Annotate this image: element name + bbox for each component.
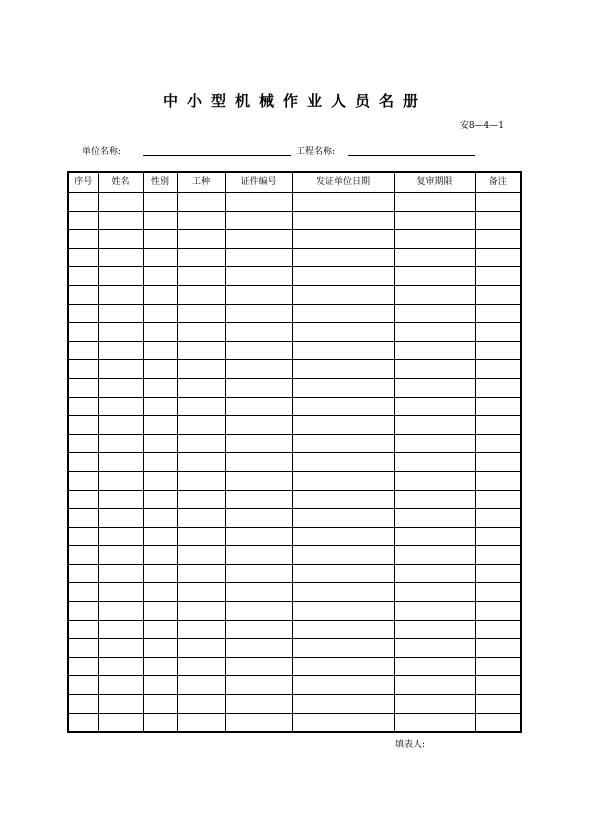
table-cell[interactable] xyxy=(475,285,521,304)
table-cell[interactable] xyxy=(68,564,98,583)
table-cell[interactable] xyxy=(177,285,225,304)
table-cell[interactable] xyxy=(394,676,475,695)
table-cell[interactable] xyxy=(292,602,394,621)
table-cell[interactable] xyxy=(143,434,177,453)
table-cell[interactable] xyxy=(292,639,394,658)
table-cell[interactable] xyxy=(177,211,225,230)
table-cell[interactable] xyxy=(143,453,177,472)
unit-name-label: 单位名称: xyxy=(82,147,122,157)
table-cell[interactable] xyxy=(143,323,177,342)
table-cell[interactable] xyxy=(225,416,292,435)
table-cell[interactable] xyxy=(143,602,177,621)
table-cell[interactable] xyxy=(225,620,292,639)
table-cell[interactable] xyxy=(475,323,521,342)
table-cell[interactable] xyxy=(225,378,292,397)
unit-name-field[interactable] xyxy=(143,155,291,156)
table-cell[interactable] xyxy=(394,620,475,639)
table-cell[interactable] xyxy=(68,639,98,658)
table-cell[interactable] xyxy=(177,620,225,639)
table-row xyxy=(68,639,521,658)
table-cell[interactable] xyxy=(394,583,475,602)
table-cell[interactable] xyxy=(68,211,98,230)
table-cell[interactable] xyxy=(394,546,475,565)
table-cell[interactable] xyxy=(292,304,394,323)
table-cell[interactable] xyxy=(68,527,98,546)
table-cell[interactable] xyxy=(68,267,98,286)
table-cell[interactable] xyxy=(68,695,98,714)
table-row xyxy=(68,397,521,416)
table-cell[interactable] xyxy=(225,397,292,416)
table-cell[interactable] xyxy=(143,471,177,490)
table-row xyxy=(68,323,521,342)
table-cell[interactable] xyxy=(225,713,292,732)
table-cell[interactable] xyxy=(475,509,521,528)
table-cell[interactable] xyxy=(177,397,225,416)
table-cell[interactable] xyxy=(292,564,394,583)
table-cell[interactable] xyxy=(394,713,475,732)
table-cell[interactable] xyxy=(177,304,225,323)
table-cell[interactable] xyxy=(177,416,225,435)
table-cell[interactable] xyxy=(475,360,521,379)
table-cell[interactable] xyxy=(143,193,177,212)
table-cell[interactable] xyxy=(475,416,521,435)
table-cell[interactable] xyxy=(475,397,521,416)
table-cell[interactable] xyxy=(394,509,475,528)
table-cell[interactable] xyxy=(475,564,521,583)
table-cell[interactable] xyxy=(225,471,292,490)
table-cell[interactable] xyxy=(177,527,225,546)
table-cell[interactable] xyxy=(98,397,143,416)
table-cell[interactable] xyxy=(292,341,394,360)
table-row xyxy=(68,490,521,509)
table-cell[interactable] xyxy=(98,453,143,472)
table-cell[interactable] xyxy=(98,713,143,732)
table-cell[interactable] xyxy=(68,676,98,695)
table-cell[interactable] xyxy=(225,546,292,565)
table-cell[interactable] xyxy=(98,230,143,249)
table-cell[interactable] xyxy=(143,211,177,230)
column-header-review-period: 复审期限 xyxy=(394,172,475,193)
table-cell[interactable] xyxy=(394,267,475,286)
table-cell[interactable] xyxy=(98,471,143,490)
personnel-table xyxy=(67,171,522,733)
table-cell[interactable] xyxy=(177,193,225,212)
table-cell[interactable] xyxy=(292,527,394,546)
table-cell[interactable] xyxy=(475,713,521,732)
table-cell[interactable] xyxy=(292,471,394,490)
project-name-field[interactable] xyxy=(348,155,475,156)
table-cell[interactable] xyxy=(225,360,292,379)
table-cell[interactable] xyxy=(68,434,98,453)
table-cell[interactable] xyxy=(143,416,177,435)
table-cell[interactable] xyxy=(98,564,143,583)
table-cell[interactable] xyxy=(177,657,225,676)
table-cell[interactable] xyxy=(68,453,98,472)
table-cell[interactable] xyxy=(143,564,177,583)
table-cell[interactable] xyxy=(225,676,292,695)
table-row xyxy=(68,378,521,397)
table-cell[interactable] xyxy=(475,583,521,602)
table-cell[interactable] xyxy=(475,211,521,230)
table-cell[interactable] xyxy=(225,434,292,453)
table-row xyxy=(68,416,521,435)
table-cell[interactable] xyxy=(143,527,177,546)
table-cell[interactable] xyxy=(394,564,475,583)
table-row xyxy=(68,583,521,602)
table-cell[interactable] xyxy=(394,602,475,621)
table-cell[interactable] xyxy=(225,230,292,249)
table-cell[interactable] xyxy=(177,564,225,583)
table-cell[interactable] xyxy=(177,434,225,453)
table-cell[interactable] xyxy=(177,509,225,528)
table-cell[interactable] xyxy=(475,434,521,453)
table-cell[interactable] xyxy=(394,341,475,360)
table-row xyxy=(68,193,521,212)
form-number: 安8—4—1 xyxy=(459,121,504,131)
table-cell[interactable] xyxy=(394,323,475,342)
table-cell[interactable] xyxy=(177,713,225,732)
table-cell[interactable] xyxy=(394,639,475,658)
table-cell[interactable] xyxy=(292,676,394,695)
table-cell[interactable] xyxy=(177,323,225,342)
table-cell[interactable] xyxy=(98,267,143,286)
table-cell[interactable] xyxy=(177,471,225,490)
table-row xyxy=(68,341,521,360)
table-cell[interactable] xyxy=(177,453,225,472)
table-cell[interactable] xyxy=(177,546,225,565)
column-header-remarks: 备注 xyxy=(475,172,521,193)
table-cell[interactable] xyxy=(68,193,98,212)
table-cell[interactable] xyxy=(177,490,225,509)
table-row xyxy=(68,713,521,732)
table-cell[interactable] xyxy=(475,639,521,658)
table-cell[interactable] xyxy=(143,285,177,304)
table-cell[interactable] xyxy=(225,248,292,267)
table-header-row xyxy=(68,172,521,193)
table-cell[interactable] xyxy=(177,267,225,286)
table-cell[interactable] xyxy=(394,490,475,509)
table-cell[interactable] xyxy=(394,285,475,304)
table-cell[interactable] xyxy=(225,490,292,509)
table-cell[interactable] xyxy=(68,378,98,397)
table-cell[interactable] xyxy=(68,602,98,621)
table-cell[interactable] xyxy=(292,397,394,416)
table-row xyxy=(68,602,521,621)
table-cell[interactable] xyxy=(292,378,394,397)
table-cell[interactable] xyxy=(68,546,98,565)
column-header-name: 姓名 xyxy=(98,172,143,193)
table-cell[interactable] xyxy=(68,304,98,323)
table-cell[interactable] xyxy=(143,657,177,676)
table-row xyxy=(68,527,521,546)
table-cell[interactable] xyxy=(225,602,292,621)
table-cell[interactable] xyxy=(177,583,225,602)
table-cell[interactable] xyxy=(68,397,98,416)
table-cell[interactable] xyxy=(98,304,143,323)
table-cell[interactable] xyxy=(68,285,98,304)
table-cell[interactable] xyxy=(225,453,292,472)
table-cell[interactable] xyxy=(225,657,292,676)
table-cell[interactable] xyxy=(98,546,143,565)
table-cell[interactable] xyxy=(98,323,143,342)
table-cell[interactable] xyxy=(68,490,98,509)
table-cell[interactable] xyxy=(292,695,394,714)
table-cell[interactable] xyxy=(292,434,394,453)
table-cell[interactable] xyxy=(292,657,394,676)
table-cell[interactable] xyxy=(394,527,475,546)
table-cell[interactable] xyxy=(475,248,521,267)
table-cell[interactable] xyxy=(98,416,143,435)
table-cell[interactable] xyxy=(225,211,292,230)
table-cell[interactable] xyxy=(394,397,475,416)
table-row xyxy=(68,248,521,267)
table-cell[interactable] xyxy=(143,230,177,249)
filler-label: 填表人: xyxy=(395,740,426,750)
project-name-label: 工程名称: xyxy=(296,147,336,157)
table-cell[interactable] xyxy=(394,360,475,379)
table-cell[interactable] xyxy=(143,583,177,602)
table-cell[interactable] xyxy=(177,602,225,621)
table-cell[interactable] xyxy=(475,546,521,565)
table-cell[interactable] xyxy=(475,230,521,249)
table-cell[interactable] xyxy=(225,527,292,546)
table-cell[interactable] xyxy=(98,490,143,509)
table-cell[interactable] xyxy=(68,509,98,528)
table-cell[interactable] xyxy=(475,527,521,546)
table-cell[interactable] xyxy=(98,285,143,304)
table-row xyxy=(68,546,521,565)
table-cell[interactable] xyxy=(143,676,177,695)
column-header-certificate-number: 证件编号 xyxy=(225,172,292,193)
table-cell[interactable] xyxy=(68,471,98,490)
table-cell[interactable] xyxy=(177,676,225,695)
table-cell[interactable] xyxy=(143,695,177,714)
table-cell[interactable] xyxy=(68,341,98,360)
table-cell[interactable] xyxy=(98,509,143,528)
table-cell[interactable] xyxy=(225,583,292,602)
table-cell[interactable] xyxy=(225,323,292,342)
table-cell[interactable] xyxy=(68,583,98,602)
table-cell[interactable] xyxy=(475,453,521,472)
table-row xyxy=(68,304,521,323)
table-cell[interactable] xyxy=(292,230,394,249)
table-cell[interactable] xyxy=(68,713,98,732)
table-row xyxy=(68,564,521,583)
table-cell[interactable] xyxy=(475,304,521,323)
table-cell[interactable] xyxy=(143,490,177,509)
table-cell[interactable] xyxy=(177,378,225,397)
table-cell[interactable] xyxy=(394,378,475,397)
table-cell[interactable] xyxy=(225,304,292,323)
table-cell[interactable] xyxy=(475,193,521,212)
table-row xyxy=(68,453,521,472)
table-cell[interactable] xyxy=(292,509,394,528)
table-cell[interactable] xyxy=(68,360,98,379)
table-cell[interactable] xyxy=(143,509,177,528)
table-cell[interactable] xyxy=(475,676,521,695)
table-cell[interactable] xyxy=(225,267,292,286)
table-cell[interactable] xyxy=(143,360,177,379)
table-cell[interactable] xyxy=(292,416,394,435)
table-cell[interactable] xyxy=(98,378,143,397)
table-cell[interactable] xyxy=(475,657,521,676)
table-cell[interactable] xyxy=(68,323,98,342)
table-row xyxy=(68,620,521,639)
column-header-gender: 性别 xyxy=(143,172,177,193)
table-cell[interactable] xyxy=(225,639,292,658)
table-cell[interactable] xyxy=(225,509,292,528)
table-cell[interactable] xyxy=(394,248,475,267)
table-cell[interactable] xyxy=(475,602,521,621)
table-cell[interactable] xyxy=(475,695,521,714)
table-cell[interactable] xyxy=(177,695,225,714)
table-cell[interactable] xyxy=(394,211,475,230)
table-cell[interactable] xyxy=(177,360,225,379)
table-cell[interactable] xyxy=(292,323,394,342)
table-row xyxy=(68,471,521,490)
table-cell[interactable] xyxy=(98,695,143,714)
table-row xyxy=(68,676,521,695)
table-cell[interactable] xyxy=(292,490,394,509)
table-cell[interactable] xyxy=(292,713,394,732)
table-cell[interactable] xyxy=(143,248,177,267)
table-cell[interactable] xyxy=(98,657,143,676)
table-cell[interactable] xyxy=(292,360,394,379)
table-cell[interactable] xyxy=(292,248,394,267)
table-cell[interactable] xyxy=(177,230,225,249)
column-header-trade: 工种 xyxy=(177,172,225,193)
table-cell[interactable] xyxy=(68,416,98,435)
table-cell[interactable] xyxy=(143,304,177,323)
table-cell[interactable] xyxy=(68,620,98,639)
table-cell[interactable] xyxy=(394,193,475,212)
table-cell[interactable] xyxy=(143,397,177,416)
table-cell[interactable] xyxy=(98,248,143,267)
table-cell[interactable] xyxy=(394,434,475,453)
column-header-issuer-date: 发证单位日期 xyxy=(292,172,394,193)
table-cell[interactable] xyxy=(292,620,394,639)
table-row xyxy=(68,360,521,379)
table-row xyxy=(68,285,521,304)
table-cell[interactable] xyxy=(225,695,292,714)
table-cell[interactable] xyxy=(475,490,521,509)
table-cell[interactable] xyxy=(177,639,225,658)
table-cell[interactable] xyxy=(68,248,98,267)
table-cell[interactable] xyxy=(143,267,177,286)
table-cell[interactable] xyxy=(98,341,143,360)
table-cell[interactable] xyxy=(98,193,143,212)
table-cell[interactable] xyxy=(394,453,475,472)
table-cell[interactable] xyxy=(225,564,292,583)
table-cell[interactable] xyxy=(394,304,475,323)
table-cell[interactable] xyxy=(98,583,143,602)
table-cell[interactable] xyxy=(475,471,521,490)
table-row xyxy=(68,657,521,676)
table-cell[interactable] xyxy=(98,527,143,546)
table-cell[interactable] xyxy=(98,639,143,658)
table-cell[interactable] xyxy=(292,285,394,304)
table-row xyxy=(68,509,521,528)
table-cell[interactable] xyxy=(394,230,475,249)
table-cell[interactable] xyxy=(225,341,292,360)
table-cell[interactable] xyxy=(475,341,521,360)
table-row xyxy=(68,230,521,249)
table-cell[interactable] xyxy=(143,546,177,565)
table-cell[interactable] xyxy=(177,341,225,360)
table-cell[interactable] xyxy=(143,620,177,639)
table-cell[interactable] xyxy=(292,267,394,286)
table-cell[interactable] xyxy=(143,341,177,360)
table-cell[interactable] xyxy=(394,471,475,490)
table-cell[interactable] xyxy=(225,193,292,212)
table-cell[interactable] xyxy=(225,285,292,304)
table-body xyxy=(68,193,521,733)
table-cell[interactable] xyxy=(98,211,143,230)
table-cell[interactable] xyxy=(143,639,177,658)
table-row xyxy=(68,434,521,453)
column-header-index: 序号 xyxy=(68,172,98,193)
table-row xyxy=(68,695,521,714)
table-cell[interactable] xyxy=(98,620,143,639)
table-cell[interactable] xyxy=(98,676,143,695)
table-cell[interactable] xyxy=(98,360,143,379)
table-cell[interactable] xyxy=(143,713,177,732)
table-cell[interactable] xyxy=(292,583,394,602)
table-cell[interactable] xyxy=(475,378,521,397)
table-cell[interactable] xyxy=(177,248,225,267)
document-title: 中小型机械作业人员名册 xyxy=(162,92,427,110)
table-cell[interactable] xyxy=(292,453,394,472)
table-cell[interactable] xyxy=(394,657,475,676)
table-cell[interactable] xyxy=(292,211,394,230)
table-cell[interactable] xyxy=(68,230,98,249)
table-cell[interactable] xyxy=(292,546,394,565)
table-cell[interactable] xyxy=(98,602,143,621)
table-cell[interactable] xyxy=(394,695,475,714)
table-cell[interactable] xyxy=(98,434,143,453)
table-row xyxy=(68,267,521,286)
table-cell[interactable] xyxy=(143,378,177,397)
table-cell[interactable] xyxy=(475,620,521,639)
table-cell[interactable] xyxy=(68,657,98,676)
table-row xyxy=(68,211,521,230)
table-cell[interactable] xyxy=(475,267,521,286)
table-cell[interactable] xyxy=(292,193,394,212)
table-cell[interactable] xyxy=(394,416,475,435)
